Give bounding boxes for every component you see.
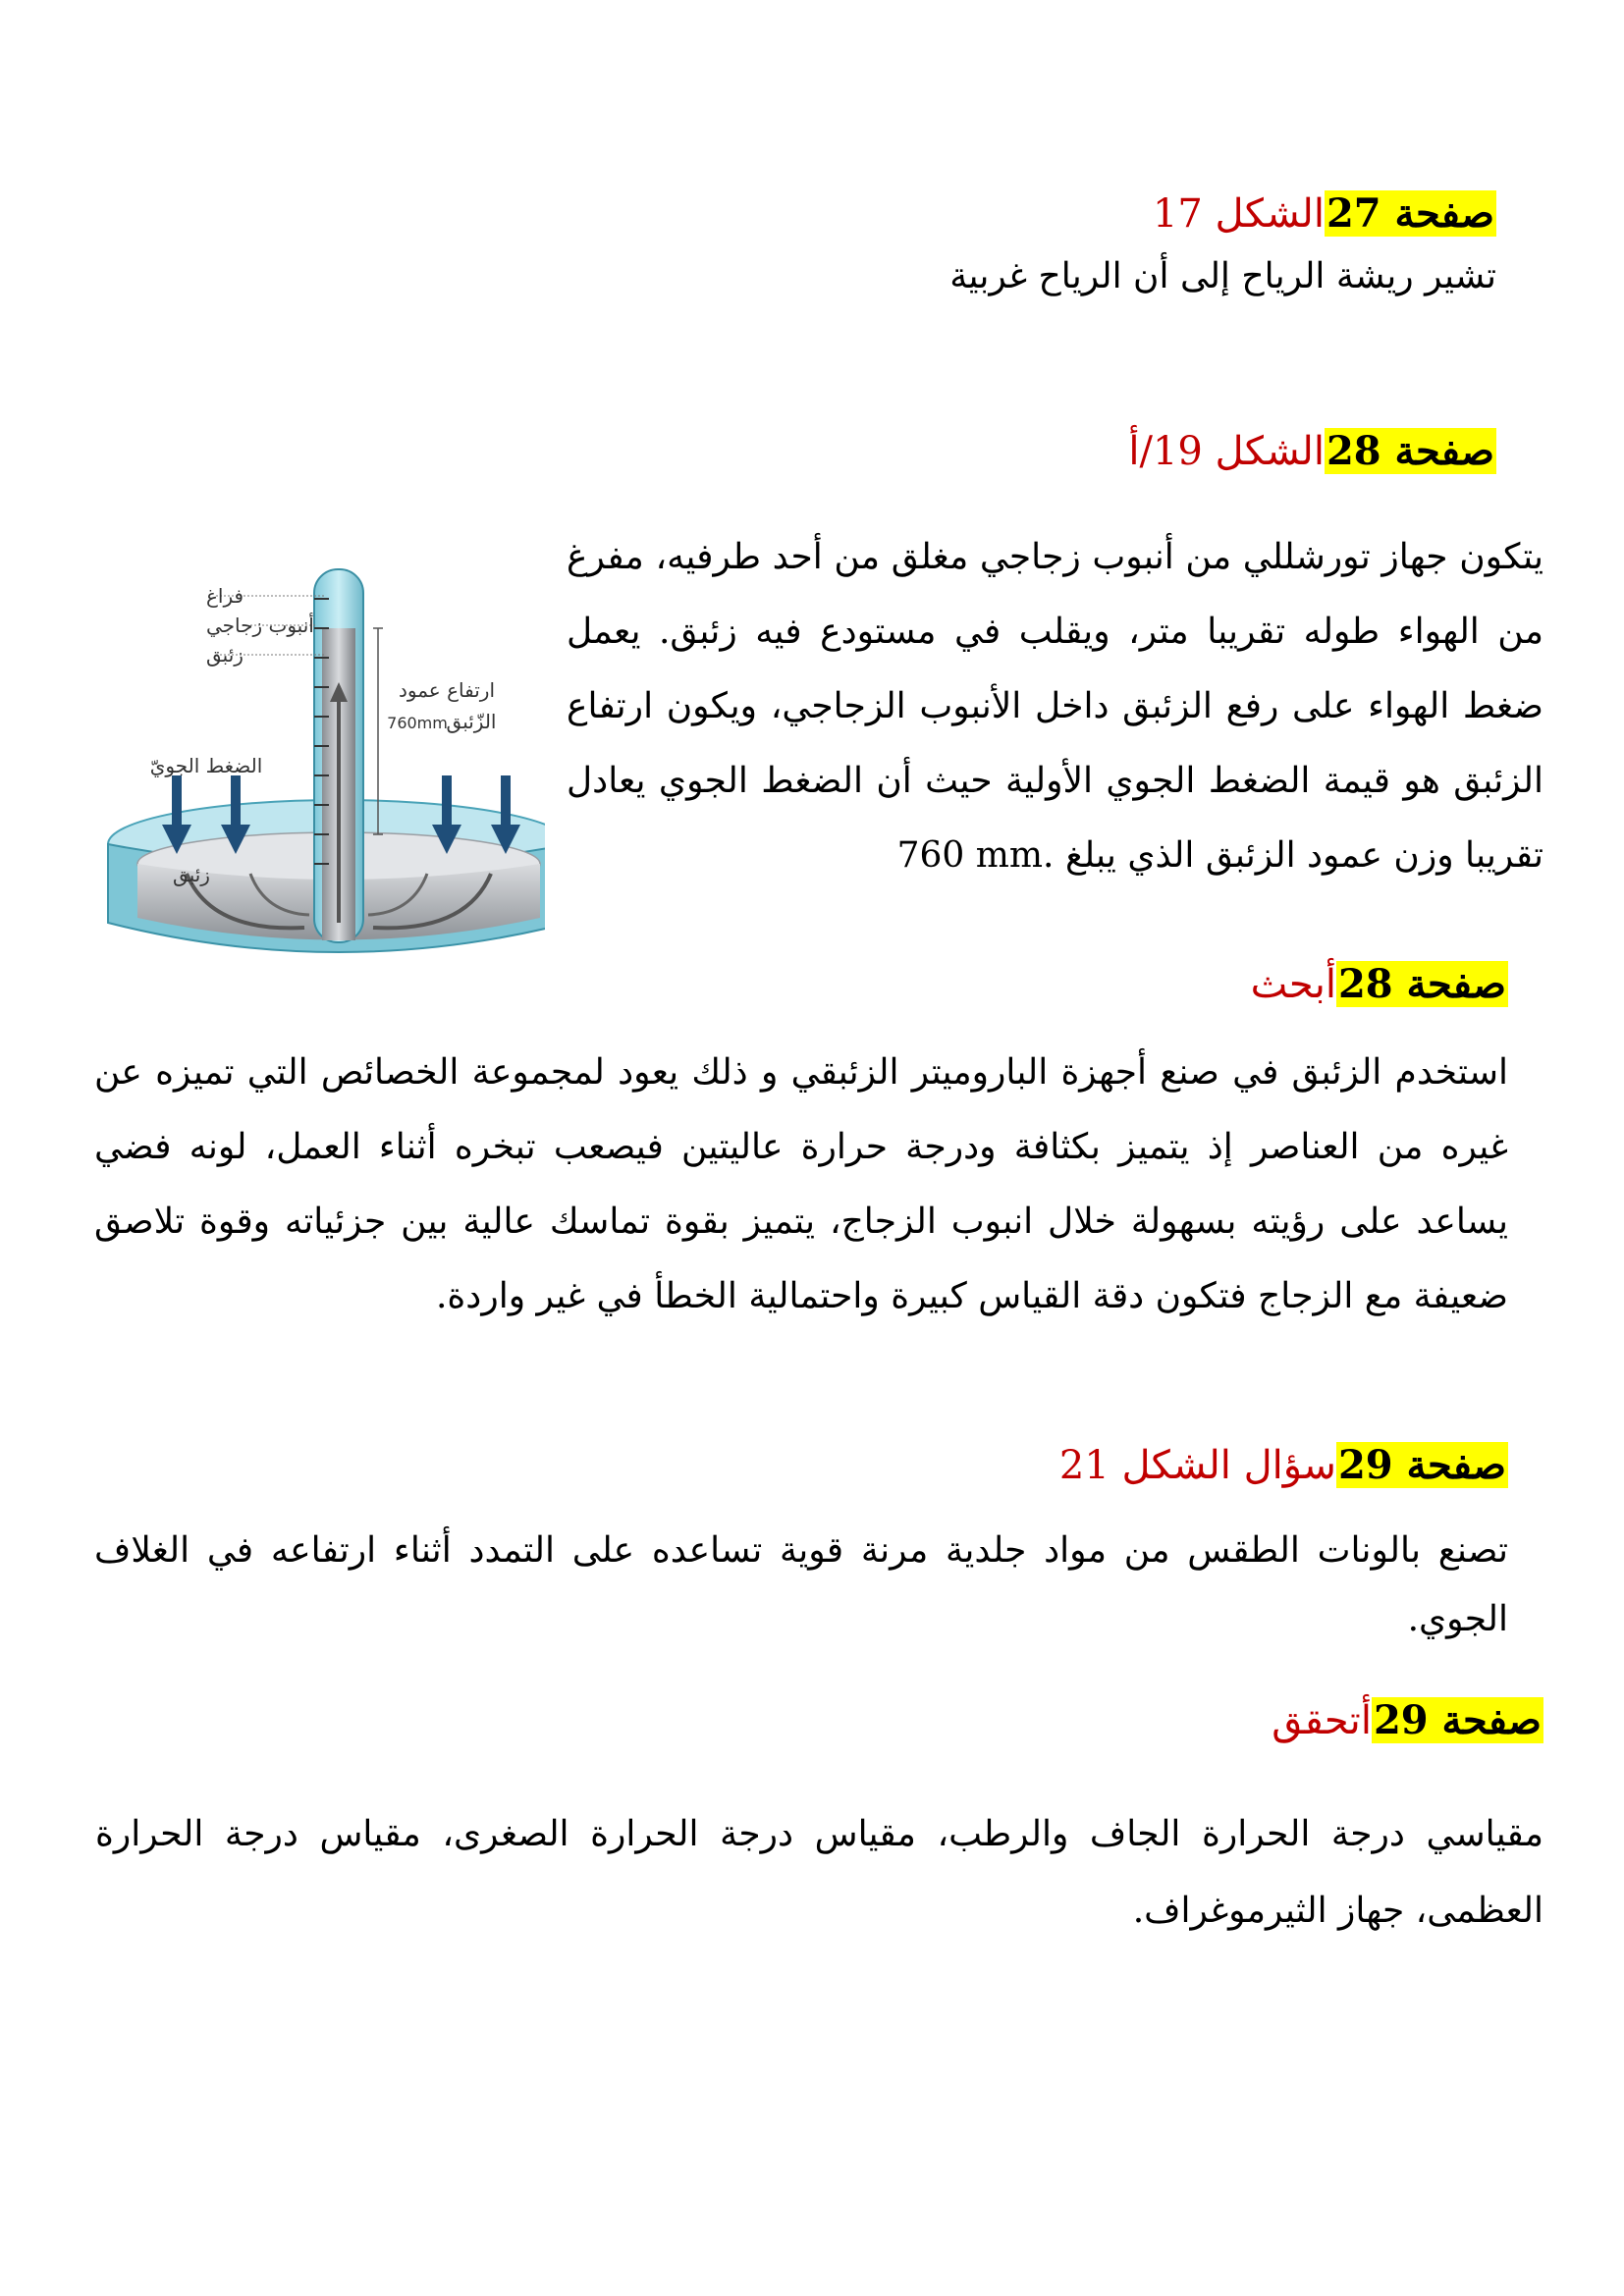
section-heading: [809, 187, 1496, 241]
page-label: صفحة 27: [1326, 190, 1494, 237]
answer-text-body: يتكون جهاز تورشللي من أنبوب زجاجي مغلق من أحد طرفيه، مفرغ من الهواء طوله تقريبا متر، ويقلب في مستودع فيه زئبق. يعمل ضغط الهواء على رفع الزئبق داخل الأنبوب الزجاجي، ويكون ارتفاع الزئبق هو قيمة الضغط الجوي الأولية حيث أن الضغط الجوي يعادل تقريبا وزن عمود الزئبق الذي يبلغ: [567, 537, 1543, 876]
answer-text: تشير ريشة الرياح إلى أن الرياح غربية: [949, 256, 1496, 296]
section-heading: [919, 1438, 1508, 1493]
section-page-27: [809, 187, 1496, 306]
barometer-figure: [93, 550, 545, 1001]
label-height-1: ارتفاع عمود: [398, 678, 496, 702]
figure-ref: الشكل 19/أ: [1128, 429, 1325, 474]
question-ref: سؤال الشكل 21: [1058, 1443, 1336, 1488]
page-label: صفحة 29: [1373, 1697, 1542, 1743]
page-label: صفحة 28: [1337, 961, 1506, 1007]
mercury-paragraph: [94, 1036, 1508, 1334]
torricelli-paragraph: [567, 520, 1543, 893]
section-heading: [1005, 424, 1496, 479]
label-vacuum: فراغ: [206, 584, 244, 608]
verify-ref: أتحقق: [1272, 1698, 1372, 1743]
balloon-paragraph: [94, 1517, 1508, 1654]
answer-text: تصنع بالونات الطقس من مواد جلدية مرنة قوية تساعده على التمدد أثناء ارتفاعه في الغلاف الجوي.: [94, 1530, 1508, 1639]
barometer-illustration: [93, 550, 545, 1001]
page-label: صفحة 29: [1337, 1442, 1506, 1488]
section-heading: [1017, 957, 1508, 1012]
answer-text: استخدم الزئبق في صنع أجهزة الباروميتر الزئبقي و ذلك يعود لمجموعة الخصائص التي تميزه عن غيره من العناصر إذ يتميز بكثافة ودرجة حرارة عاليتين فيصعب تبخره أثناء العمل، لونه فضي يساعد على رؤيته بسهولة خلال انبوب الزجاج، يتميز بقوة تماسك عالية بين جزئياته وقوة تلاصق ضعيفة مع الزجاج فتكون دقة القياس كبيرة واحتمالية الخطأ في غير واردة.: [94, 1052, 1508, 1316]
research-ref: أبحث: [1250, 962, 1336, 1007]
section-page-29-verify: [1053, 1693, 1543, 1748]
thermometers-paragraph: [95, 1796, 1543, 1949]
label-height-2: الزّئبق: [446, 710, 497, 733]
answer-text-value: 760 mm.: [896, 835, 1055, 876]
label-basin: زئبق: [173, 863, 210, 886]
section-page-28-figure: [1005, 424, 1496, 479]
label-tube: أنبوب زجاجي: [206, 614, 314, 637]
label-height-value: 760mm: [387, 714, 448, 732]
figure-ref: الشكل 17: [1152, 191, 1325, 237]
label-mercury: زئبق: [206, 643, 244, 667]
answer-text: [567, 520, 1543, 893]
page-label: صفحة 28: [1326, 428, 1494, 474]
section-heading: [1053, 1693, 1543, 1748]
answer-text: مقياسي درجة الحرارة الجاف والرطب، مقياس درجة الحرارة الصغرى، مقياس درجة الحرارة العظمى، جهاز الثيرموغراف.: [95, 1814, 1543, 1931]
section-page-29-figure: [919, 1438, 1508, 1493]
section-page-28-research: [1017, 957, 1508, 1012]
label-pressure: الضغط الجويّ: [149, 754, 263, 777]
